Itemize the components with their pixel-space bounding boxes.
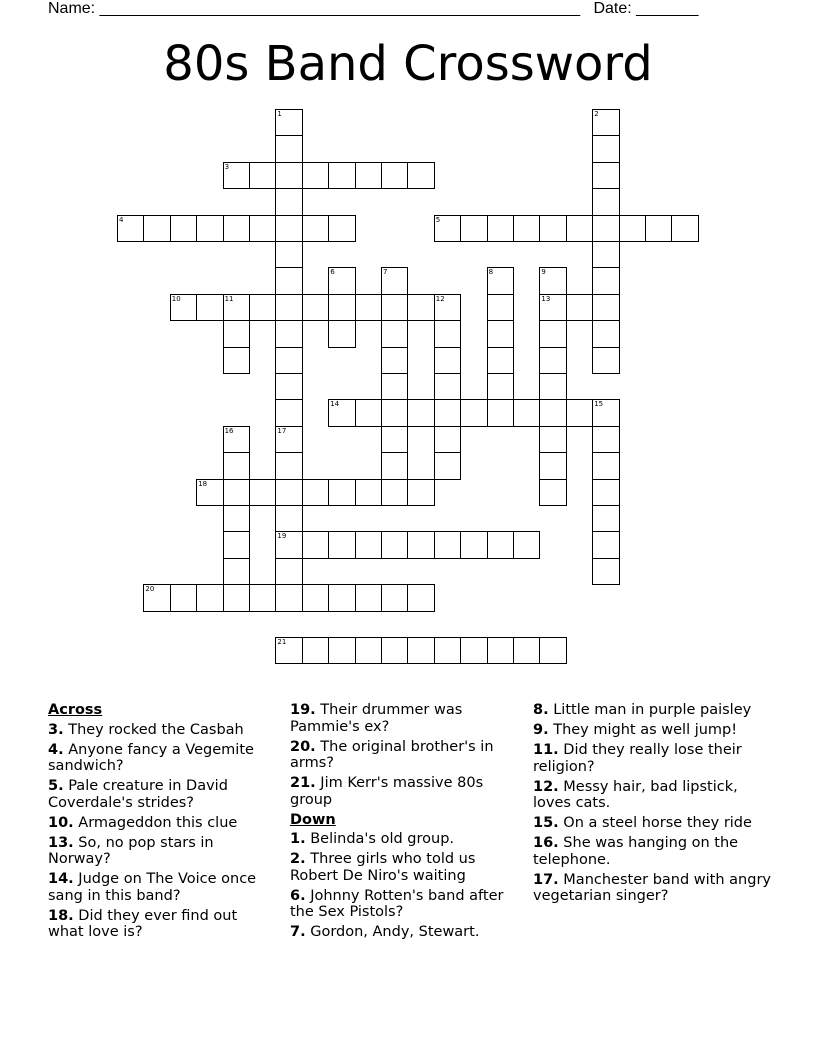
grid-cell[interactable]: [592, 531, 619, 558]
grid-cell[interactable]: [407, 637, 434, 664]
grid-cell[interactable]: [539, 215, 566, 242]
grid-cell[interactable]: [671, 215, 698, 242]
grid-cell[interactable]: [275, 135, 302, 162]
grid-cell[interactable]: [275, 162, 302, 189]
grid-cell[interactable]: [117, 215, 144, 242]
grid-cell[interactable]: [275, 320, 302, 347]
grid-cell[interactable]: [275, 109, 302, 136]
clue-item: [533, 779, 773, 812]
cell-number: 17: [277, 426, 287, 435]
cell-number: 1: [277, 110, 282, 118]
grid-cell[interactable]: [223, 584, 250, 611]
grid-cell[interactable]: [487, 373, 514, 400]
grid-cell[interactable]: [487, 347, 514, 374]
clue-number: 2.: [290, 851, 306, 867]
date-label: Date:: [593, 0, 632, 17]
grid-cell[interactable]: [223, 294, 250, 321]
grid-cell[interactable]: [223, 347, 250, 374]
grid-cell[interactable]: [487, 399, 514, 426]
grid-cell[interactable]: [407, 294, 434, 321]
clue-text: Manchester band with angry vegetarian singer?: [533, 871, 771, 904]
clue-item: [290, 739, 515, 772]
grid-cell[interactable]: [592, 162, 619, 189]
grid-cell[interactable]: [434, 373, 461, 400]
grid-cell[interactable]: [328, 267, 355, 294]
grid-cell[interactable]: [381, 479, 408, 506]
clue-number: 14.: [48, 871, 74, 887]
date-line[interactable]: _______: [636, 0, 699, 17]
cell-number: 12: [435, 294, 445, 303]
grid-cell[interactable]: [355, 531, 382, 558]
grid-cell[interactable]: [434, 215, 461, 242]
grid-cell[interactable]: [539, 479, 566, 506]
grid-cell[interactable]: [460, 399, 487, 426]
clue-number: 6.: [290, 887, 306, 904]
grid-cell[interactable]: [302, 294, 329, 321]
grid-cell[interactable]: [407, 531, 434, 558]
clue-number: 11.: [533, 742, 559, 758]
cell-number: 11: [224, 294, 234, 303]
grid-cell[interactable]: [566, 399, 593, 426]
page-title: 80s Band Crossword: [163, 36, 653, 92]
grid-cell[interactable]: [302, 215, 329, 242]
clue-text: Jim Kerr's massive 80s group: [290, 775, 484, 808]
clue-text: Their drummer was Pammie's ex?: [290, 702, 463, 735]
grid-cell[interactable]: [592, 109, 619, 136]
clue-number: 3.: [48, 721, 64, 738]
clue-item: [48, 835, 273, 868]
grid-cell[interactable]: [275, 241, 302, 268]
clue-item: [48, 871, 273, 904]
grid-cell[interactable]: [275, 558, 302, 585]
clue-text: The original brother's in arms?: [290, 738, 494, 771]
grid-cell[interactable]: [223, 320, 250, 347]
cell-number: 4: [119, 215, 124, 224]
clue-item: [290, 831, 515, 848]
grid-cell[interactable]: [381, 162, 408, 189]
grid-cell[interactable]: [487, 294, 514, 321]
cell-number: 19: [277, 532, 287, 541]
grid-cell[interactable]: [487, 320, 514, 347]
grid-cell[interactable]: [487, 215, 514, 242]
clue-item: [533, 835, 773, 868]
grid-cell[interactable]: [275, 452, 302, 479]
grid-cell[interactable]: [381, 320, 408, 347]
grid-cell[interactable]: [592, 452, 619, 479]
grid-cell[interactable]: [434, 399, 461, 426]
grid-cell[interactable]: [434, 294, 461, 321]
grid-cell[interactable]: [539, 320, 566, 347]
grid-cell[interactable]: [407, 162, 434, 189]
grid-cell[interactable]: [381, 267, 408, 294]
grid-cell[interactable]: [328, 637, 355, 664]
clue-text: Pale creature in David Coverdale's strides?: [48, 778, 228, 811]
clue-text: Gordon, Andy, Stewart.: [305, 924, 480, 940]
grid-cell[interactable]: [460, 637, 487, 664]
grid-cell[interactable]: [645, 215, 672, 242]
grid-cell[interactable]: [407, 584, 434, 611]
grid-cell[interactable]: [223, 479, 250, 506]
grid-cell[interactable]: [249, 584, 276, 611]
grid-cell[interactable]: [381, 347, 408, 374]
clue-number: 20.: [290, 738, 316, 755]
clue-item: [48, 778, 273, 811]
grid-cell[interactable]: [355, 637, 382, 664]
grid-cell[interactable]: [487, 267, 514, 294]
grid-cell[interactable]: [328, 320, 355, 347]
grid-cell[interactable]: [328, 294, 355, 321]
grid-cell[interactable]: [249, 215, 276, 242]
cell-number: 10: [171, 294, 181, 303]
grid-cell[interactable]: [355, 584, 382, 611]
grid-cell[interactable]: [143, 215, 170, 242]
grid-cell[interactable]: [328, 162, 355, 189]
grid-cell[interactable]: [170, 584, 197, 611]
grid-cell[interactable]: [381, 373, 408, 400]
clue-number: 15.: [533, 815, 559, 831]
grid-cell[interactable]: [460, 531, 487, 558]
cell-number: 9: [541, 268, 546, 277]
grid-cell[interactable]: [513, 531, 540, 558]
cell-number: 15: [594, 400, 604, 409]
across-clue-list-continued: [290, 702, 515, 808]
grid-cell[interactable]: [539, 399, 566, 426]
clue-number: 9.: [533, 722, 549, 738]
grid-cell[interactable]: [592, 215, 619, 242]
grid-cell[interactable]: [196, 215, 223, 242]
grid-cell[interactable]: [302, 584, 329, 611]
grid-cell[interactable]: [539, 373, 566, 400]
grid-cell[interactable]: [196, 294, 223, 321]
grid-cell[interactable]: [592, 347, 619, 374]
clue-item: [48, 742, 273, 775]
clue-number: 7.: [290, 924, 306, 940]
clue-item: [533, 872, 773, 905]
grid-cell[interactable]: [196, 584, 223, 611]
grid-cell[interactable]: [592, 241, 619, 268]
name-label: Name:: [48, 0, 96, 17]
cell-number: 21: [277, 638, 287, 646]
clue-number: 19.: [290, 702, 316, 718]
grid-cell[interactable]: [381, 426, 408, 453]
grid-cell[interactable]: [460, 215, 487, 242]
clue-text: They might as well jump!: [548, 722, 738, 738]
clue-text: She was hanging on the telephone.: [533, 835, 739, 868]
grid-cell[interactable]: [539, 294, 566, 321]
grid-cell[interactable]: [249, 294, 276, 321]
grid-cell[interactable]: [487, 637, 514, 664]
grid-cell[interactable]: [170, 215, 197, 242]
clue-item: [48, 722, 273, 739]
clue-number: 18.: [48, 907, 74, 924]
grid-cell[interactable]: [249, 162, 276, 189]
grid-cell[interactable]: [381, 294, 408, 321]
clue-number: 13.: [48, 834, 74, 851]
grid-cell[interactable]: [592, 505, 619, 532]
grid-cell[interactable]: [275, 637, 302, 664]
grid-cell[interactable]: [592, 294, 619, 321]
grid-cell[interactable]: [275, 188, 302, 215]
grid-cell[interactable]: [355, 479, 382, 506]
clue-number: 4.: [48, 741, 64, 758]
clue-item: [290, 888, 515, 921]
cell-number: 14: [330, 400, 340, 409]
name-line[interactable]: ______________________________________________________: [99, 0, 581, 17]
clue-text: On a steel horse they ride: [558, 815, 752, 831]
grid-cell[interactable]: [275, 531, 302, 558]
clue-item: [48, 908, 273, 941]
across-clue-list: [48, 722, 273, 941]
clue-text: Belinda's old group.: [305, 831, 455, 847]
grid-cell[interactable]: [355, 162, 382, 189]
grid-cell[interactable]: [223, 215, 250, 242]
grid-cell[interactable]: [407, 399, 434, 426]
cell-number: 8: [488, 268, 494, 277]
grid-cell[interactable]: [275, 505, 302, 532]
grid-cell[interactable]: [407, 479, 434, 506]
clue-item: [290, 851, 515, 884]
grid-cell[interactable]: [592, 188, 619, 215]
grid-cell[interactable]: [275, 373, 302, 400]
grid-cell[interactable]: [513, 637, 540, 664]
grid-cell[interactable]: [381, 584, 408, 611]
grid-cell[interactable]: [170, 294, 197, 321]
grid-cell[interactable]: [223, 426, 250, 453]
grid-cell[interactable]: [302, 479, 329, 506]
grid-cell[interactable]: [539, 426, 566, 453]
clue-item: [290, 702, 515, 735]
clue-text: Messy hair, bad lipstick, loves cats.: [533, 778, 738, 811]
grid-cell[interactable]: [275, 267, 302, 294]
grid-cell[interactable]: [619, 215, 646, 242]
clue-number: 8.: [533, 702, 549, 718]
clue-item: [533, 742, 773, 775]
cell-number: 20: [145, 585, 155, 594]
clue-text: Judge on The Voice once sang in this band?: [48, 871, 257, 904]
grid-cell[interactable]: [223, 558, 250, 585]
grid-cell[interactable]: [381, 452, 408, 479]
grid-cell[interactable]: [275, 399, 302, 426]
grid-cell[interactable]: [539, 637, 566, 664]
grid-cell[interactable]: [223, 531, 250, 558]
grid-cell[interactable]: [328, 215, 355, 242]
clue-text: Did they ever find out what love is?: [48, 907, 238, 940]
grid-cell[interactable]: [223, 162, 250, 189]
clue-text: Armageddon this clue: [73, 814, 238, 831]
clue-item: [290, 924, 515, 941]
grid-cell[interactable]: [539, 267, 566, 294]
grid-cell[interactable]: [328, 399, 355, 426]
grid-cell[interactable]: [592, 479, 619, 506]
cell-number: 5: [435, 215, 441, 224]
clue-text: So, no pop stars in Norway?: [48, 834, 214, 867]
grid-cell[interactable]: [592, 558, 619, 585]
grid-cell[interactable]: [275, 347, 302, 374]
grid-cell[interactable]: [539, 347, 566, 374]
grid-cell[interactable]: [434, 347, 461, 374]
cell-number: 13: [541, 294, 551, 303]
clue-text: They rocked the Casbah: [63, 721, 244, 738]
grid-cell[interactable]: [592, 399, 619, 426]
grid-cell[interactable]: [513, 399, 540, 426]
cell-number: 18: [198, 479, 208, 488]
clue-number: 1.: [290, 831, 306, 847]
grid-cell[interactable]: [275, 426, 302, 453]
clues-column-1: [48, 702, 273, 944]
grid-cell[interactable]: [275, 294, 302, 321]
grid-cell[interactable]: [592, 426, 619, 453]
clues-column-3: [533, 702, 773, 908]
grid-cell[interactable]: [381, 399, 408, 426]
grid-cell[interactable]: [539, 452, 566, 479]
grid-cell[interactable]: [249, 479, 276, 506]
grid-cell[interactable]: [434, 426, 461, 453]
down-clue-list: [290, 831, 515, 941]
down-clue-list-continued: [533, 702, 773, 905]
clue-text: Little man in purple paisley: [548, 702, 752, 718]
grid-cell[interactable]: [434, 320, 461, 347]
grid-cell[interactable]: [434, 531, 461, 558]
clue-number: 5.: [48, 778, 64, 794]
grid-cell[interactable]: [302, 531, 329, 558]
grid-cell[interactable]: [275, 584, 302, 611]
grid-cell[interactable]: [566, 294, 593, 321]
clue-text: Johnny Rotten's band after the Sex Pistols?: [290, 887, 504, 920]
grid-cell[interactable]: [381, 637, 408, 664]
clue-text: Did they really lose their religion?: [533, 742, 742, 775]
header-line: [48, 0, 698, 18]
grid-cell[interactable]: [592, 320, 619, 347]
clue-number: 16.: [533, 835, 559, 851]
clue-number: 21.: [290, 775, 316, 791]
clue-text: Anyone fancy a Vegemite sandwich?: [48, 741, 254, 774]
cell-number: 2: [594, 110, 599, 118]
grid-cell[interactable]: [302, 162, 329, 189]
cell-number: 7: [383, 268, 388, 277]
clue-number: 17.: [533, 871, 559, 888]
grid-cell[interactable]: [566, 215, 593, 242]
clues-column-2: [290, 702, 515, 944]
clue-item: [533, 722, 773, 739]
grid-cell[interactable]: [355, 294, 382, 321]
grid-cell[interactable]: [223, 452, 250, 479]
clue-item: [290, 775, 515, 808]
clue-number: 10.: [48, 814, 74, 831]
grid-cell[interactable]: [592, 135, 619, 162]
grid-cell[interactable]: [434, 452, 461, 479]
grid-cell[interactable]: [328, 479, 355, 506]
clue-item: [48, 815, 273, 832]
clue-number: 12.: [533, 778, 559, 795]
grid-cell[interactable]: [302, 637, 329, 664]
grid-cell[interactable]: [355, 399, 382, 426]
grid-cell[interactable]: [328, 531, 355, 558]
cell-number: 3: [224, 162, 230, 171]
grid-cell[interactable]: [143, 584, 170, 611]
clue-text: Three girls who told us Robert De Niro's waiting: [290, 851, 476, 884]
down-heading: Down: [290, 811, 336, 828]
grid-cell[interactable]: [275, 215, 302, 242]
grid-cell[interactable]: [381, 531, 408, 558]
cell-number: 6: [330, 268, 335, 277]
grid-cell[interactable]: [196, 479, 223, 506]
clue-item: [533, 702, 773, 719]
clue-item: [533, 815, 773, 832]
cell-number: 16: [224, 426, 234, 435]
grid-cell[interactable]: [487, 531, 514, 558]
grid-cell[interactable]: [434, 637, 461, 664]
grid-cell[interactable]: [275, 479, 302, 506]
grid-cell[interactable]: [328, 584, 355, 611]
across-heading: Across: [48, 702, 103, 718]
grid-cell[interactable]: [513, 215, 540, 242]
grid-cell[interactable]: [592, 267, 619, 294]
grid-cell[interactable]: [223, 505, 250, 532]
